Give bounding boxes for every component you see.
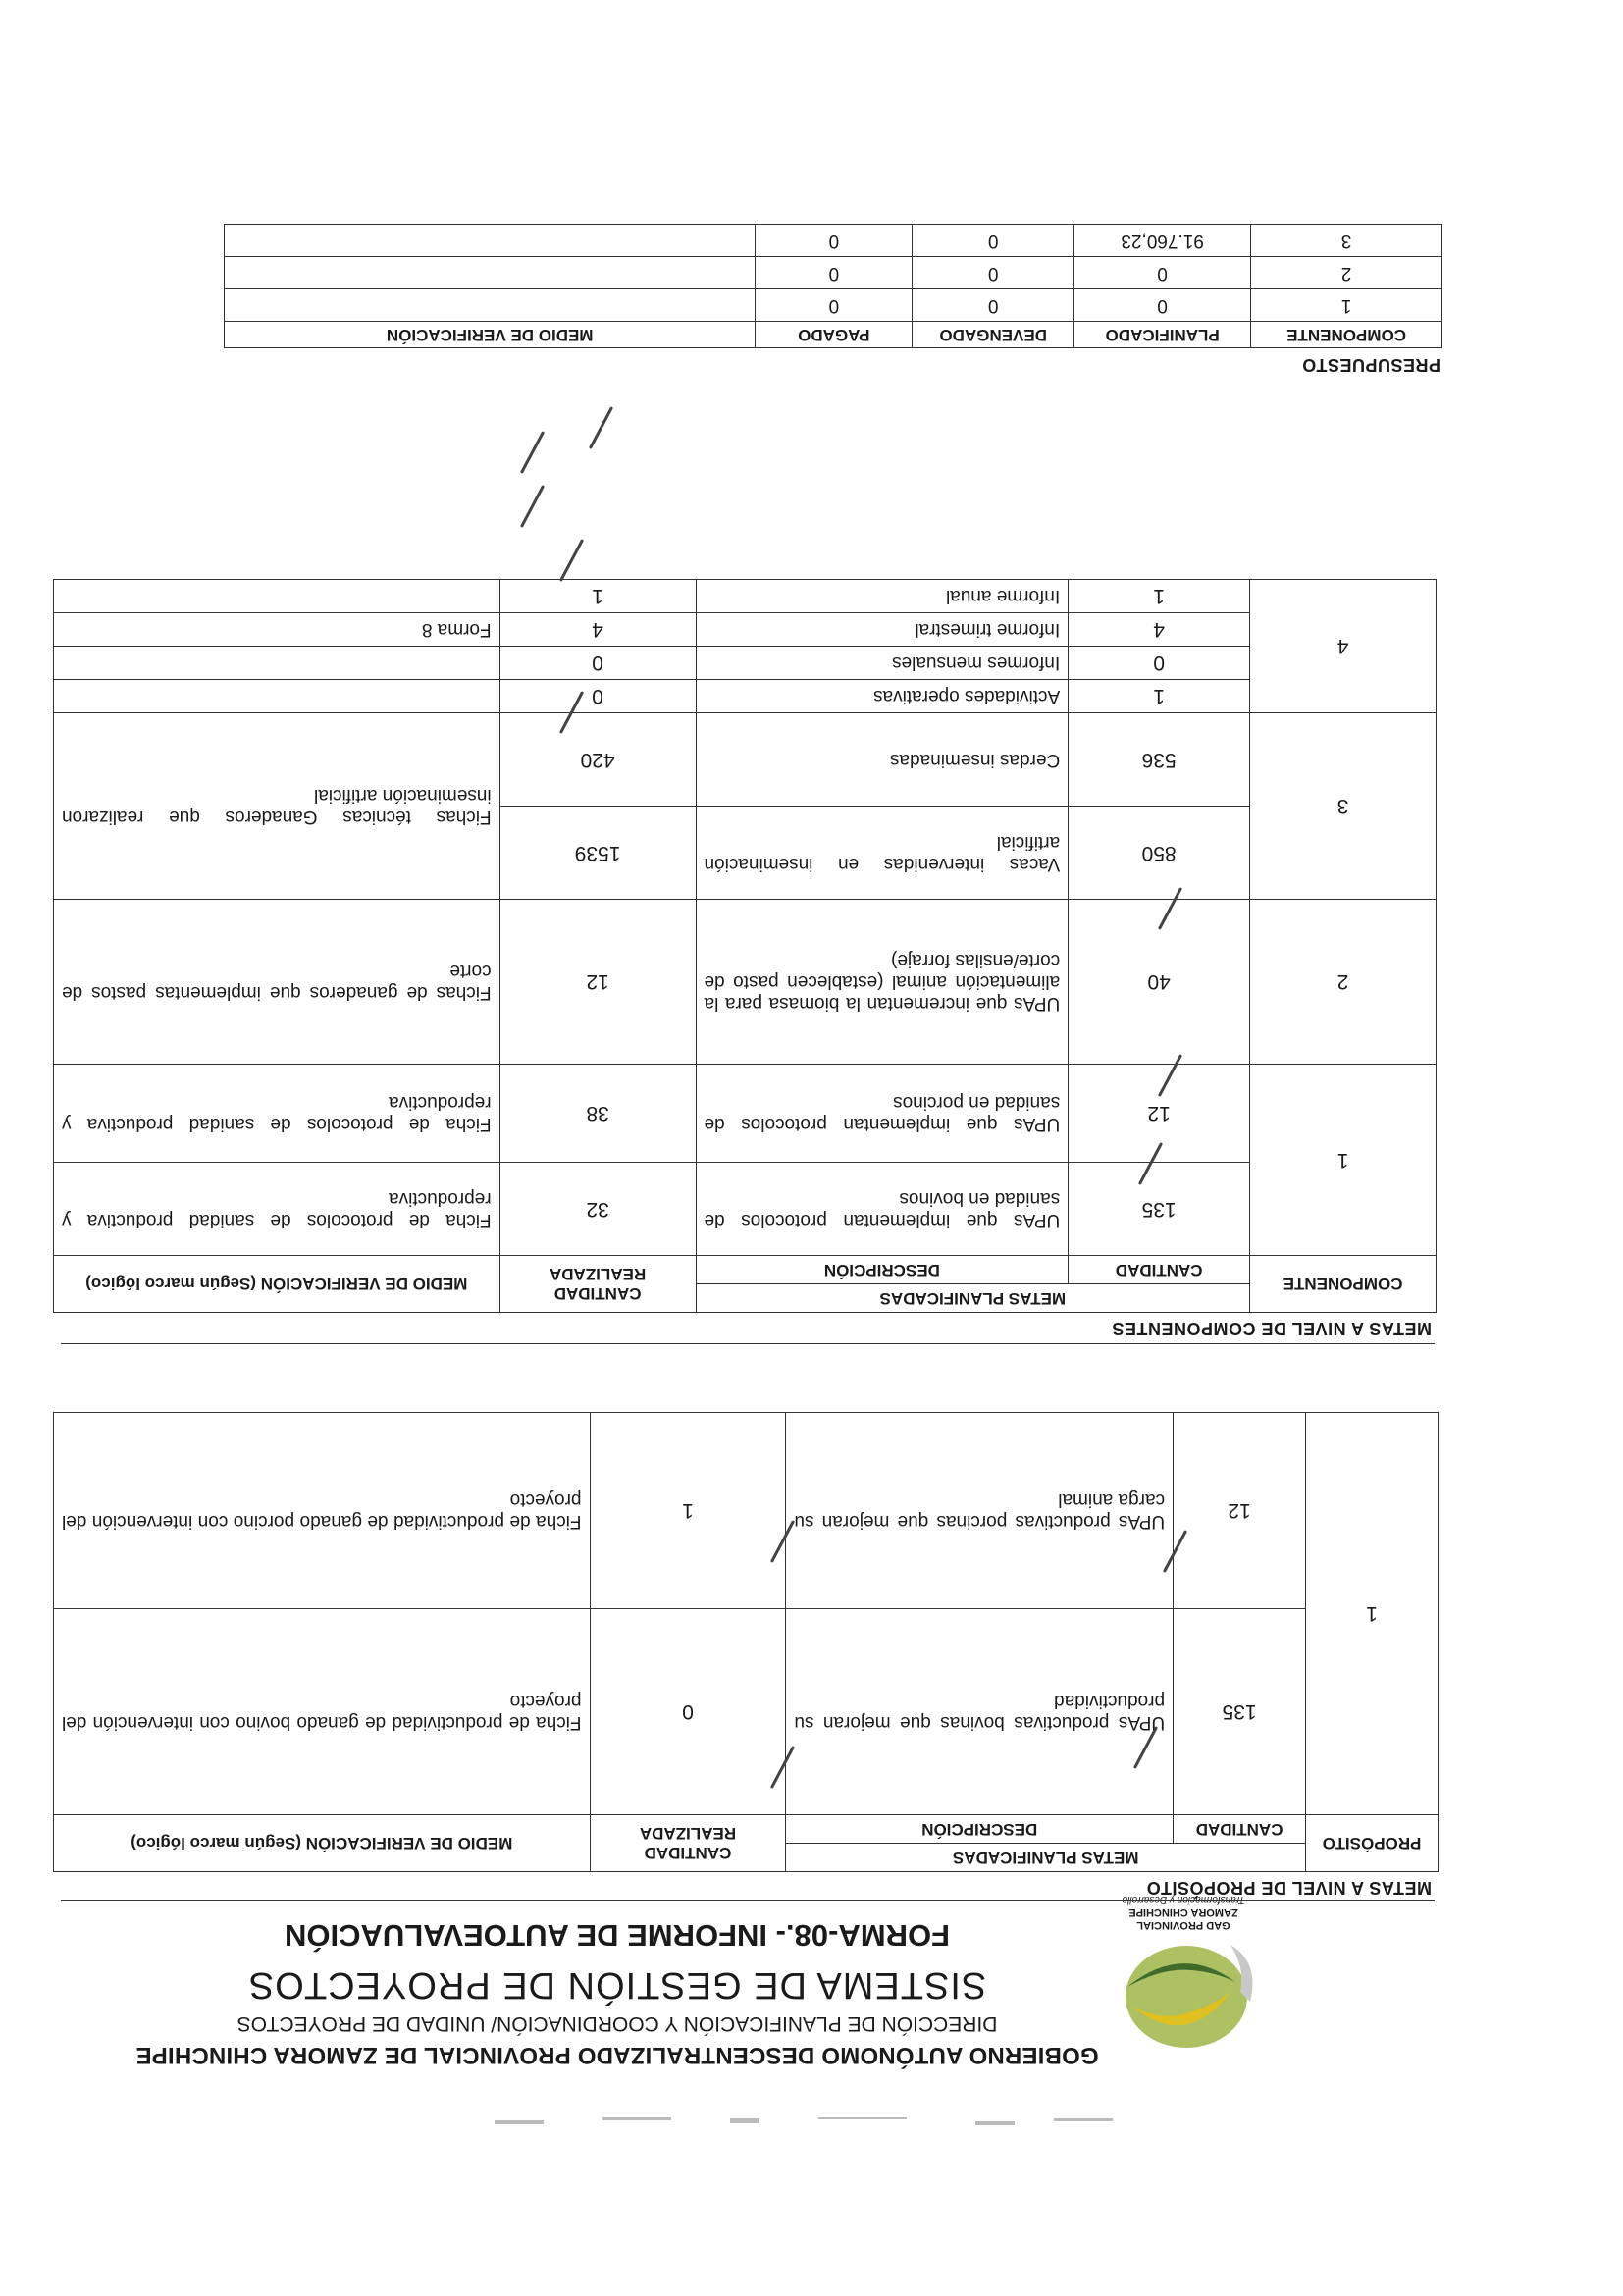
medio-cell: [54, 580, 500, 613]
realizada-cell: 12: [499, 900, 696, 1065]
cantidad-cell: 135: [1174, 1609, 1306, 1815]
header-realizada: CANTIDAD REALIZADA: [590, 1815, 786, 1872]
descripcion-cell: Vacas intervenidas en inseminación artificial: [696, 807, 1069, 900]
header-realizada: CANTIDAD REALIZADA: [499, 1256, 696, 1313]
check-mark-icon: [520, 431, 545, 474]
header-planificado: PLANIFICADO: [1074, 322, 1251, 348]
section-title-componentes: METAS A NIVEL DE COMPONENTES: [1111, 1319, 1432, 1338]
componente-cell: 4: [1250, 580, 1437, 713]
header-metas: METAS PLANIFICADAS: [696, 1284, 1250, 1313]
medio-cell: Fichas de ganaderos que implementas pastos de corte: [54, 900, 500, 1065]
planificado-cell: 91.760,23: [1074, 225, 1251, 257]
planificado-cell: 0: [1074, 257, 1251, 289]
header-metas: METAS PLANIFICADAS: [786, 1844, 1306, 1872]
header-medio: MEDIO DE VERIFICACIÓN: [225, 322, 756, 348]
cantidad-cell: 40: [1069, 900, 1250, 1065]
planificado-cell: 0: [1074, 289, 1251, 322]
realizada-cell: 1539: [499, 807, 696, 900]
devengado-cell: 0: [913, 225, 1074, 257]
table-row: [54, 680, 1437, 713]
descripcion-cell: Actividades operativas: [696, 680, 1069, 713]
realizada-cell: 4: [499, 613, 696, 647]
header-cantidad: CANTIDAD: [1069, 1256, 1250, 1284]
pagado-cell: 0: [756, 225, 913, 257]
table-row: [54, 580, 1437, 613]
componente-cell: 2: [1250, 900, 1437, 1065]
descripcion-cell: UPAs productivas bovinas que mejoran su productividad: [786, 1609, 1174, 1815]
realizada-cell: 32: [499, 1163, 696, 1256]
descripcion-cell: UPAs que implementan protocolos de sanidad en bovinos: [696, 1163, 1069, 1256]
componente-cell: 3: [1251, 225, 1442, 257]
check-mark-icon: [520, 485, 545, 528]
form-title: FORMA-08.- INFORME DE AUTOEVALUACIÓN: [285, 1918, 950, 1953]
realizada-cell: 0: [499, 647, 696, 680]
cantidad-cell: 4: [1069, 613, 1250, 647]
section-title-presupuesto: PRESUPUESTO: [1301, 355, 1440, 375]
medio-cell: Ficha de productividad de ganado porcino con intervención del proyecto: [54, 1413, 591, 1609]
scan-noise: [445, 2100, 1132, 2139]
descripcion-cell: UPAs que incrementan la biomasa para la alimentación animal (establecen pasto de corte/ensilas forraje): [696, 900, 1069, 1065]
system-title: SISTEMA DE GESTIÓN DE PROYECTOS: [247, 1964, 987, 2006]
presupuesto-table: [224, 224, 1442, 348]
table-row: [54, 1413, 1439, 1609]
header-medio: MEDIO DE VERIFICACIÓN (Según marco lógico): [54, 1815, 591, 1872]
componente-cell: 2: [1251, 257, 1442, 289]
componente-cell: 1: [1250, 1065, 1437, 1256]
realizada-cell: 420: [499, 713, 696, 807]
descripcion-cell: UPAs que implementan protocolos de sanidad en porcinos: [696, 1065, 1069, 1163]
table-row: [225, 289, 1442, 322]
table-row: [225, 225, 1442, 257]
section-title-proposito: METAS A NIVEL DE PROPÓSITO: [1146, 1878, 1432, 1898]
componentes-table: [53, 579, 1437, 1313]
descripcion-cell: UPAs productivas porcinas que mejoran su carga animal: [786, 1413, 1174, 1609]
medio-cell: [54, 680, 500, 713]
pagado-cell: 0: [756, 289, 913, 322]
header-componente: COMPONENTE: [1250, 1256, 1437, 1313]
realizada-cell: 0: [590, 1609, 786, 1815]
realizada-cell: 1: [499, 580, 696, 613]
table-row: [54, 1163, 1437, 1256]
divider: [61, 1343, 1435, 1344]
medio-cell: [225, 225, 756, 257]
header-medio: MEDIO DE VERIFICACIÓN (Según marco lógico): [54, 1256, 500, 1313]
realizada-cell: 1: [590, 1413, 786, 1609]
realizada-cell: 38: [499, 1065, 696, 1163]
componente-cell: 3: [1250, 713, 1437, 900]
department-title: DIRECCIÓN DE PLANIFICACIÓN Y COORDINACIÓN/ UNIDAD DE PROYECTOS: [236, 2012, 998, 2035]
divider: [61, 1900, 1435, 1901]
cantidad-cell: 12: [1174, 1413, 1306, 1609]
cantidad-cell: 1: [1069, 580, 1250, 613]
componente-cell: 1: [1251, 289, 1442, 322]
descripcion-cell: Informe anual: [696, 580, 1069, 613]
cantidad-cell: 0: [1069, 647, 1250, 680]
table-row: [225, 257, 1442, 289]
table-row: [54, 807, 1437, 900]
check-mark-icon: [589, 406, 613, 449]
header-devengado: DEVENGADO: [913, 322, 1074, 348]
header-proposito: PROPÓSITO: [1306, 1815, 1439, 1872]
header-cantidad: CANTIDAD: [1174, 1815, 1306, 1844]
medio-cell: Ficha de protocolos de sanidad productiva y reproductiva: [54, 1163, 500, 1256]
logo-tagline: Transformacion y Desarrollo: [1122, 1894, 1245, 1905]
cantidad-cell: 536: [1069, 713, 1250, 807]
medio-cell: Ficha de protocolos de sanidad productiva y reproductiva: [54, 1065, 500, 1163]
medio-cell: Ficha de productividad de ganado bovino con intervención del proyecto: [54, 1609, 591, 1815]
org-title: GOBIERNO AUTÓNOMO DESCENTRALIZADO PROVINCIAL DE ZAMORA CHINCHIPE: [135, 2042, 1099, 2068]
medio-cell: [225, 257, 756, 289]
check-mark-icon: [559, 539, 584, 582]
header-descripcion: DESCRIPCIÓN: [786, 1815, 1174, 1844]
table-row: [54, 1065, 1437, 1163]
cantidad-cell: 12: [1069, 1065, 1250, 1163]
descripcion-cell: Informe trimestral: [696, 613, 1069, 647]
table-row: [54, 1609, 1439, 1815]
realizada-cell: 0: [499, 680, 696, 713]
cantidad-cell: 1: [1069, 680, 1250, 713]
header-descripcion: DESCRIPCIÓN: [696, 1256, 1069, 1284]
proposito-cell: 1: [1306, 1413, 1439, 1815]
pagado-cell: 0: [756, 257, 913, 289]
table-row: [54, 647, 1437, 680]
descripcion-cell: Informes mensuales: [696, 647, 1069, 680]
proposito-table: [53, 1412, 1439, 1872]
table-row: [54, 900, 1437, 1065]
devengado-cell: 0: [913, 289, 1074, 322]
descripcion-cell: Cerdas inseminadas: [696, 713, 1069, 807]
medio-cell: [225, 289, 756, 322]
logo-org: GAD PROVINCIAL: [1136, 1919, 1230, 1931]
cantidad-cell: 850: [1069, 807, 1250, 900]
table-row: [54, 613, 1437, 647]
header-componente: COMPONENTE: [1251, 322, 1442, 348]
medio-cell: Forma 8: [54, 613, 500, 647]
logo-name: ZAMORA CHINCHIPE: [1128, 1906, 1238, 1918]
header-pagado: PAGADO: [756, 322, 913, 348]
devengado-cell: 0: [913, 257, 1074, 289]
cantidad-cell: 135: [1069, 1163, 1250, 1256]
medio-cell: [54, 647, 500, 680]
medio-cell: Fichas técnicas Ganaderos que realizaron inseminación artificial: [54, 713, 500, 900]
